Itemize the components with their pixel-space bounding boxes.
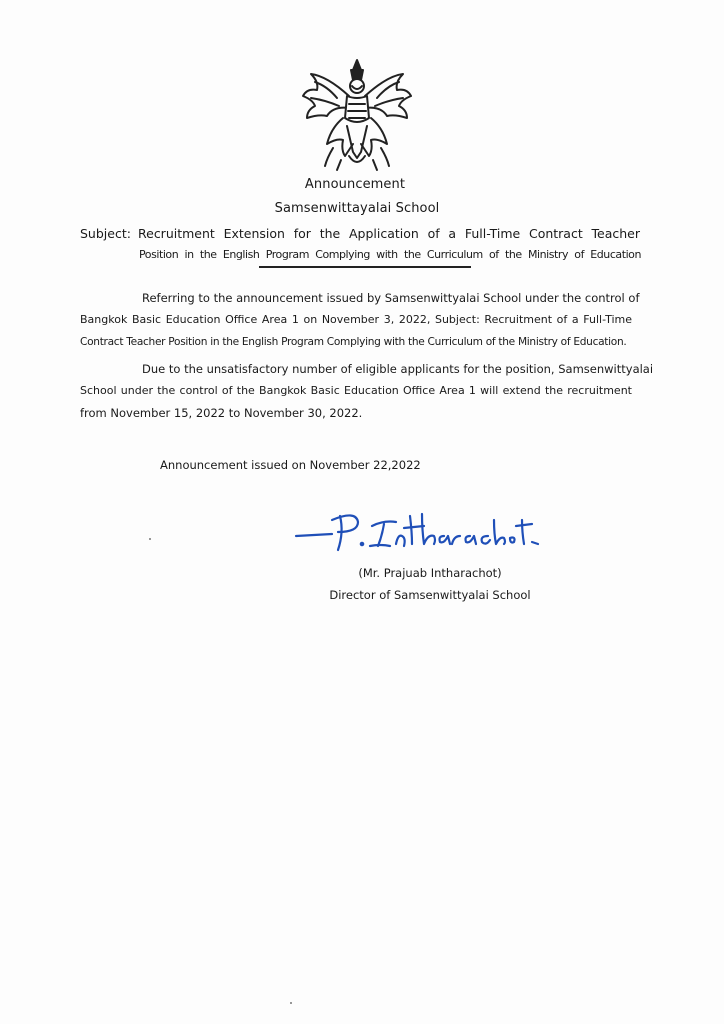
announcement-title: Announcement: [304, 177, 406, 192]
handwritten-signature: [292, 506, 542, 558]
paragraph-2-line: Due to the unsatisfactory number of eligible applicants for the position, Samsenwittyalai: [142, 362, 654, 376]
paragraph-1: [80, 287, 640, 353]
subject-label: Subject:: [80, 226, 131, 241]
issue-date: Announcement issued on November 22,2022: [160, 458, 421, 472]
paragraph-2-line: School under the control of the Bangkok Basic Education Office Area 1 will extend the recruitment: [80, 384, 632, 397]
signatory-title: Director of Samsenwittyalai School: [329, 588, 531, 602]
subject-line-2: Position in the English Program Complying with the Curriculum of the Ministry of Education: [139, 248, 641, 261]
signatory-name: (Mr. Prajuab Intharachot): [358, 566, 502, 580]
school-name: Samsenwittayalai School: [274, 201, 440, 216]
subject-divider: [259, 266, 471, 268]
paragraph-2: [80, 358, 654, 424]
paragraph-1-line: Bangkok Basic Education Office Area 1 on November 3, 2022, Subject: Recruitment of a Full-Time: [80, 313, 632, 326]
paragraph-2-line: from November 15, 2022 to November 30, 2022.: [80, 406, 363, 420]
scan-speck: [290, 1002, 292, 1004]
paragraph-1-line: Referring to the announcement issued by Samsenwittyalai School under the control of: [142, 291, 640, 305]
paragraph-1-line: Contract Teacher Position in the English Program Complying with the Curriculum of the Ministry of Education.: [80, 336, 627, 348]
garuda-emblem-icon: [297, 56, 417, 174]
subject-line-1: Recruitment Extension for the Application of a Full-Time Contract Teacher: [138, 226, 640, 241]
scan-speck: [149, 538, 151, 540]
